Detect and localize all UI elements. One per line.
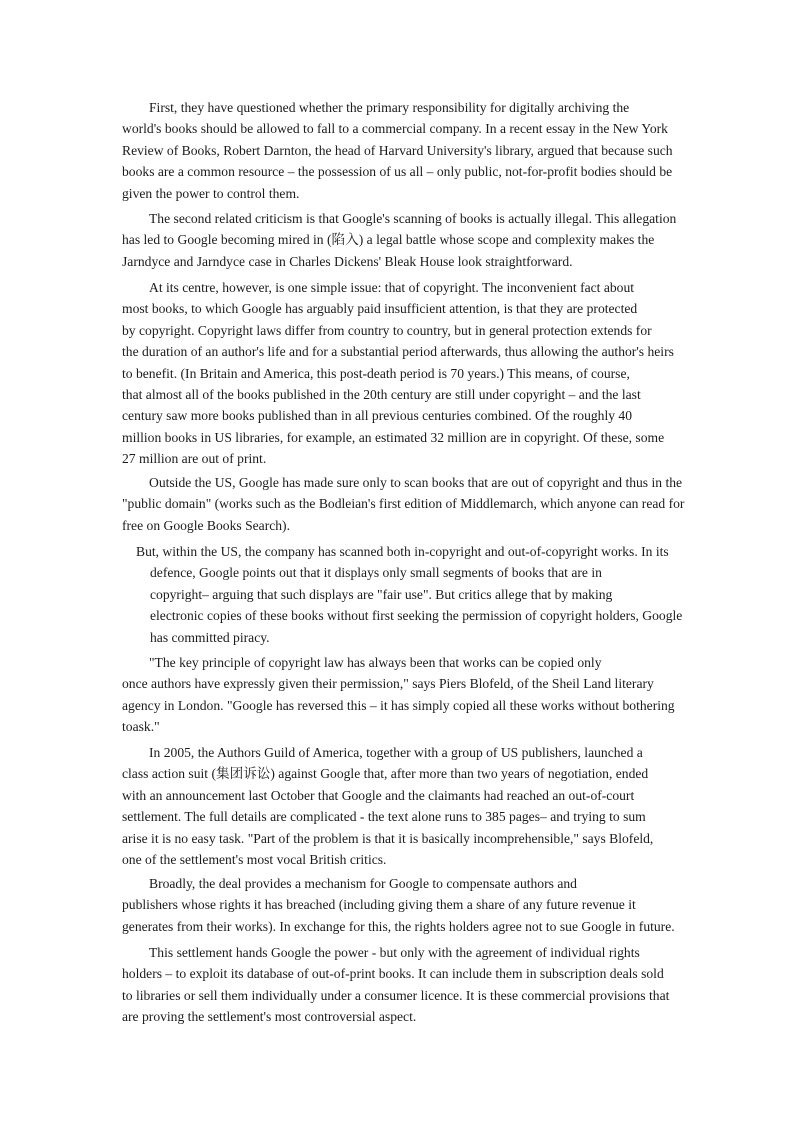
paragraph-8	[122, 873, 682, 937]
text-line: has committed piracy.	[150, 629, 270, 645]
text-line: the duration of an author's life and for a substantial period afterwards, thus allowing the author's heirs	[122, 344, 674, 360]
paragraph-7	[122, 742, 682, 870]
text-line: world's books should be allowed to fall to a commercial company. In a recent essay in the New York	[122, 121, 668, 137]
text-line: century saw more books published than in all previous centuries combined. Of the roughly 40	[122, 408, 633, 424]
text-line: defence, Google points out that it displays only small segments of books that are in	[150, 565, 602, 581]
paragraph-5	[136, 541, 683, 648]
text-line: "public domain" (works such as the Bodleian's first edition of Middlemarch, which anyone can read for	[122, 496, 685, 512]
paragraph-3	[122, 277, 682, 470]
text-line: that almost all of the books published in the 20th century are still under copyright – and the last	[122, 387, 641, 403]
text-line: most books, to which Google has arguably paid insufficient attention, is that they are protected	[122, 301, 638, 317]
text-line: Jarndyce and Jarndyce case in Charles Dickens' Bleak House look straightforward.	[122, 253, 573, 269]
text-line: generates from their works). In exchange for this, the rights holders agree not to sue Google in future.	[122, 918, 675, 934]
text-line: "The key principle of copyright law has always been that works can be copied only	[149, 655, 602, 670]
paragraph-2	[122, 208, 682, 272]
text-line: are proving the settlement's most controversial aspect.	[122, 1009, 417, 1025]
text-line: publishers whose rights it has breached (including giving them a share of any future revenue it	[122, 897, 636, 913]
text-line: with an announcement last October that Google and the claimants had reached an out-of-court	[122, 787, 635, 803]
text-line: to benefit. (In Britain and America, this post-death period is 70 years.) This means, of course,	[122, 365, 630, 381]
text-line: Review of Books, Robert Darnton, the head of Harvard University's library, argued that because such	[122, 142, 673, 158]
text-line: million books in US libraries, for example, an estimated 32 million are in copyright. Of these, some	[122, 429, 665, 445]
text-line: 27 million are out of print.	[122, 451, 267, 467]
text-line: arise it is no easy task. "Part of the problem is that it is basically incomprehensible," says Blofeld,	[122, 830, 654, 846]
text-line: In 2005, the Authors Guild of America, together with a group of US publishers, launched a	[149, 745, 643, 760]
text-line: The second related criticism is that Google's scanning of books is actually illegal. This allegation	[149, 211, 677, 226]
text-line: First, they have questioned whether the primary responsibility for digitally archiving the	[149, 100, 630, 115]
text-line: At its centre, however, is one simple issue: that of copyright. The inconvenient fact about	[149, 280, 635, 295]
paragraph-4	[122, 472, 685, 536]
text-line: by copyright. Copyright laws differ from country to country, but in general protection extends for	[122, 322, 652, 338]
text-line: Broadly, the deal provides a mechanism for Google to compensate authors and	[149, 876, 577, 891]
text-line: Outside the US, Google has made sure only to scan books that are out of copyright and thus in the	[149, 475, 683, 490]
paragraph-1	[122, 97, 682, 204]
text-line: toask."	[122, 719, 160, 735]
text-line: This settlement hands Google the power - but only with the agreement of individual rights	[149, 945, 640, 960]
text-line: class action suit (集团诉讼) against Google that, after more than two years of negotiation, ended	[122, 766, 649, 782]
text-line: has led to Google becoming mired in (陷入) a legal battle whose scope and complexity makes the	[122, 232, 655, 248]
text-line: one of the settlement's most vocal British critics.	[122, 852, 387, 868]
text-line: But, within the US, the company has scanned both in-copyright and out-of-copyright works. In its	[136, 544, 669, 559]
text-line: to libraries or sell them individually under a consumer licence. It is these commercial provisions that	[122, 987, 670, 1003]
text-line: free on Google Books Search).	[122, 517, 290, 533]
text-line: agency in London. "Google has reversed this – it has simply copied all these works without bothering	[122, 697, 675, 713]
paragraph-6	[122, 652, 682, 738]
paragraph-9	[122, 942, 682, 1028]
text-line: given the power to control them.	[122, 185, 300, 201]
text-line: copyright– arguing that such displays are "fair use". But critics allege that by making	[150, 586, 613, 602]
text-line: books are a common resource – the possession of us all – only public, not-for-profit bodies should be	[122, 164, 673, 180]
text-line: once authors have expressly given their permission," says Piers Blofeld, of the Sheil Land literary	[122, 676, 654, 692]
text-line: electronic copies of these books without first seeking the permission of copyright holders, Google	[150, 608, 683, 624]
text-line: settlement. The full details are complicated - the text alone runs to 385 pages– and trying to sum	[122, 809, 646, 825]
text-line: holders – to exploit its database of out-of-print books. It can include them in subscription deals sold	[122, 966, 664, 982]
